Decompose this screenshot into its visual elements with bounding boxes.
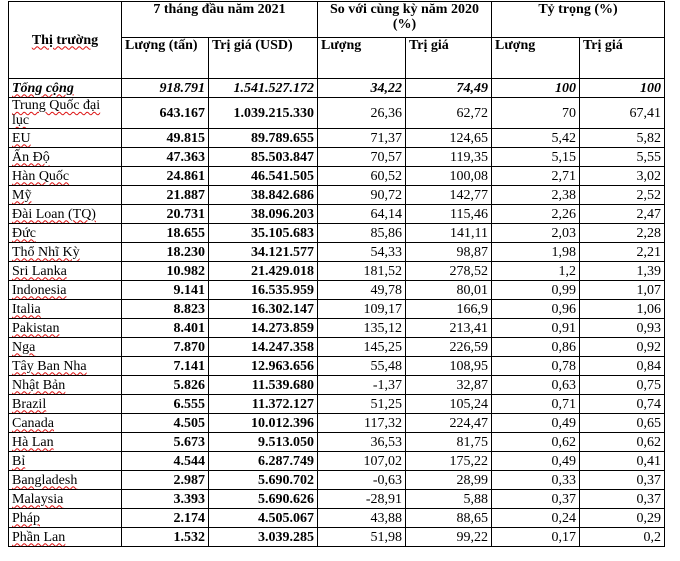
cell-val-change: 98,87 xyxy=(406,243,492,262)
cell-value: 34.121.577 xyxy=(209,243,318,262)
cell-val-share: 0,92 xyxy=(580,338,665,357)
cell-vol-share: 0,78 xyxy=(492,357,580,376)
cell-volume: 9.141 xyxy=(122,281,209,300)
table-row xyxy=(9,338,665,357)
cell-val-change: 213,41 xyxy=(406,319,492,338)
cell-market xyxy=(9,224,122,243)
market-name: Mỹ xyxy=(12,187,32,203)
cell-val-change: 100,08 xyxy=(406,167,492,186)
cell-vol-share: 0,24 xyxy=(492,509,580,528)
cell-vol-change: 107,02 xyxy=(318,452,406,471)
cell-vol-change: 64,14 xyxy=(318,205,406,224)
cell-value: 38.842.686 xyxy=(209,186,318,205)
header-row-1 xyxy=(9,2,665,38)
cell-vol-share: 0,33 xyxy=(492,471,580,490)
cell-volume: 3.393 xyxy=(122,490,209,509)
market-name: Nga xyxy=(12,339,36,355)
cell-val-change: 80,01 xyxy=(406,281,492,300)
cell-value: 5.690.702 xyxy=(209,471,318,490)
cell-market xyxy=(9,433,122,452)
cell-market xyxy=(9,300,122,319)
cell-vol-change: 135,12 xyxy=(318,319,406,338)
table-row xyxy=(9,471,665,490)
cell-value: 3.039.285 xyxy=(209,528,318,547)
cell-value: 14.273.859 xyxy=(209,319,318,338)
total-row xyxy=(9,79,665,98)
cell-val-change: 226,59 xyxy=(406,338,492,357)
cell-market xyxy=(9,471,122,490)
header-market-text: Thị trường xyxy=(31,32,99,48)
cell-volume: 47.363 xyxy=(122,148,209,167)
cell-vol-share: 0,86 xyxy=(492,338,580,357)
cell-vol-share: 0,96 xyxy=(492,300,580,319)
cell-market xyxy=(9,357,122,376)
market-name: Sri Lanka xyxy=(12,263,67,279)
cell-market xyxy=(9,186,122,205)
cell-market xyxy=(9,452,122,471)
cell-val-change: 5,88 xyxy=(406,490,492,509)
market-name: Trung Quốc đại lục xyxy=(12,98,101,128)
cell-vol-change: 60,52 xyxy=(318,167,406,186)
cell-vol-change: 117,32 xyxy=(318,414,406,433)
cell-volume: 5.826 xyxy=(122,376,209,395)
cell-volume: 2.987 xyxy=(122,471,209,490)
market-name: Phần Lan xyxy=(12,529,66,545)
cell-market xyxy=(9,338,122,357)
cell-val-share: 0,41 xyxy=(580,452,665,471)
table-row xyxy=(9,186,665,205)
table-row xyxy=(9,281,665,300)
cell-val-change: 108,95 xyxy=(406,357,492,376)
cell-value: 4.505.067 xyxy=(209,509,318,528)
cell-val-change: 142,77 xyxy=(406,186,492,205)
cell-market xyxy=(9,167,122,186)
table-row xyxy=(9,98,665,129)
cell-val-share: 5,82 xyxy=(580,129,665,148)
cell-val-share: 1,07 xyxy=(580,281,665,300)
table-row xyxy=(9,300,665,319)
cell-value: 21.429.018 xyxy=(209,262,318,281)
cell-val-change: 99,22 xyxy=(406,528,492,547)
cell-val-change: 62,72 xyxy=(406,98,492,129)
cell-vol-share: 2,71 xyxy=(492,167,580,186)
cell-vol-share: 0,49 xyxy=(492,452,580,471)
cell-vol-change: 145,25 xyxy=(318,338,406,357)
cell-vol-share: 0,71 xyxy=(492,395,580,414)
cell-market xyxy=(9,148,122,167)
cell-vol-share: 2,03 xyxy=(492,224,580,243)
table-row xyxy=(9,490,665,509)
table-row xyxy=(9,509,665,528)
total-value: 1.541.527.172 xyxy=(209,79,318,98)
cell-value: 16.535.959 xyxy=(209,281,318,300)
table-row xyxy=(9,433,665,452)
cell-val-share: 0,37 xyxy=(580,490,665,509)
cell-vol-change: 49,78 xyxy=(318,281,406,300)
cell-val-change: 278,52 xyxy=(406,262,492,281)
cell-value: 85.503.847 xyxy=(209,148,318,167)
table-row xyxy=(9,224,665,243)
table-row xyxy=(9,243,665,262)
cell-market xyxy=(9,395,122,414)
cell-val-change: 115,46 xyxy=(406,205,492,224)
cell-volume: 21.887 xyxy=(122,186,209,205)
cell-volume: 6.555 xyxy=(122,395,209,414)
market-name: Hàn Quốc xyxy=(12,168,70,184)
cell-vol-change: 85,86 xyxy=(318,224,406,243)
cell-value: 6.287.749 xyxy=(209,452,318,471)
header-period: 7 tháng đầu năm 2021 xyxy=(122,2,318,38)
cell-vol-change: 109,17 xyxy=(318,300,406,319)
cell-value: 10.012.396 xyxy=(209,414,318,433)
cell-vol-change: 51,25 xyxy=(318,395,406,414)
cell-vol-share: 5,42 xyxy=(492,129,580,148)
cell-value: 14.247.358 xyxy=(209,338,318,357)
cell-val-share: 0,62 xyxy=(580,433,665,452)
market-table xyxy=(8,1,665,547)
cell-volume: 8.401 xyxy=(122,319,209,338)
total-vol-change: 34,22 xyxy=(318,79,406,98)
cell-val-share: 0,2 xyxy=(580,528,665,547)
cell-val-change: 124,65 xyxy=(406,129,492,148)
header-volume-ton xyxy=(122,38,209,79)
table-row xyxy=(9,528,665,547)
cell-market xyxy=(9,414,122,433)
cell-value: 16.302.147 xyxy=(209,300,318,319)
header-val-share: Trị giá xyxy=(580,38,665,79)
market-name: Brazil xyxy=(12,396,47,412)
cell-val-share: 2,52 xyxy=(580,186,665,205)
cell-market xyxy=(9,281,122,300)
table-row xyxy=(9,395,665,414)
cell-market xyxy=(9,129,122,148)
total-vol-share: 100 xyxy=(492,79,580,98)
market-name: Malaysia xyxy=(12,491,64,507)
cell-volume: 24.861 xyxy=(122,167,209,186)
cell-volume: 18.655 xyxy=(122,224,209,243)
cell-value: 46.541.505 xyxy=(209,167,318,186)
cell-volume: 1.532 xyxy=(122,528,209,547)
header-vol-share: Lượng xyxy=(492,38,580,79)
cell-volume: 4.505 xyxy=(122,414,209,433)
cell-val-share: 2,47 xyxy=(580,205,665,224)
cell-market xyxy=(9,376,122,395)
cell-vol-change: -28,91 xyxy=(318,490,406,509)
cell-value: 9.513.050 xyxy=(209,433,318,452)
cell-val-change: 175,22 xyxy=(406,452,492,471)
cell-value: 12.963.656 xyxy=(209,357,318,376)
cell-value: 11.539.680 xyxy=(209,376,318,395)
cell-market xyxy=(9,98,122,129)
cell-val-change: 88,65 xyxy=(406,509,492,528)
cell-val-change: 32,87 xyxy=(406,376,492,395)
cell-market xyxy=(9,243,122,262)
cell-volume: 10.982 xyxy=(122,262,209,281)
cell-val-share: 0,84 xyxy=(580,357,665,376)
cell-vol-change: 43,88 xyxy=(318,509,406,528)
header-volume-ton-text: Lượng (tấn) xyxy=(125,38,198,53)
document-page xyxy=(8,1,665,547)
cell-vol-share: 1,98 xyxy=(492,243,580,262)
total-val-share: 100 xyxy=(580,79,665,98)
market-name: EU xyxy=(12,130,31,146)
market-name: Nhật Bản xyxy=(12,377,66,393)
table-row xyxy=(9,148,665,167)
total-label-text: Tổng cộng xyxy=(12,80,74,96)
table-row xyxy=(9,414,665,433)
cell-val-share: 0,29 xyxy=(580,509,665,528)
table-row xyxy=(9,357,665,376)
cell-vol-share: 0,49 xyxy=(492,414,580,433)
cell-val-change: 119,35 xyxy=(406,148,492,167)
total-val-change: 74,49 xyxy=(406,79,492,98)
cell-val-share: 2,21 xyxy=(580,243,665,262)
cell-vol-share: 2,26 xyxy=(492,205,580,224)
cell-volume: 2.174 xyxy=(122,509,209,528)
cell-val-change: 141,11 xyxy=(406,224,492,243)
header-compare: So với cùng kỳ năm 2020 (%) xyxy=(318,2,492,38)
cell-vol-change: 90,72 xyxy=(318,186,406,205)
cell-val-change: 224,47 xyxy=(406,414,492,433)
cell-volume: 8.823 xyxy=(122,300,209,319)
cell-vol-share: 0,63 xyxy=(492,376,580,395)
header-value-usd-text: Trị giá (USD) xyxy=(212,38,293,53)
market-name: Đài Loan (TQ) xyxy=(12,206,96,222)
cell-volume: 7.870 xyxy=(122,338,209,357)
cell-market xyxy=(9,262,122,281)
cell-val-share: 1,39 xyxy=(580,262,665,281)
cell-vol-share: 0,62 xyxy=(492,433,580,452)
table-row xyxy=(9,452,665,471)
cell-volume: 20.731 xyxy=(122,205,209,224)
cell-val-share: 0,74 xyxy=(580,395,665,414)
cell-vol-change: -1,37 xyxy=(318,376,406,395)
cell-market xyxy=(9,319,122,338)
cell-vol-share: 0,17 xyxy=(492,528,580,547)
cell-vol-share: 0,99 xyxy=(492,281,580,300)
total-label xyxy=(9,79,122,98)
cell-value: 38.096.203 xyxy=(209,205,318,224)
cell-val-share: 0,93 xyxy=(580,319,665,338)
cell-volume: 5.673 xyxy=(122,433,209,452)
cell-val-share: 1,06 xyxy=(580,300,665,319)
header-market xyxy=(9,2,122,79)
cell-market xyxy=(9,528,122,547)
market-name: Pháp xyxy=(12,510,40,526)
cell-market xyxy=(9,509,122,528)
cell-vol-change: -0,63 xyxy=(318,471,406,490)
table-row xyxy=(9,262,665,281)
market-name: Bangladesh xyxy=(12,472,78,488)
cell-val-share: 3,02 xyxy=(580,167,665,186)
market-name: Indonesia xyxy=(12,282,67,298)
cell-value: 5.690.626 xyxy=(209,490,318,509)
market-name: Bỉ xyxy=(12,453,26,469)
table-row xyxy=(9,205,665,224)
cell-value: 89.789.655 xyxy=(209,129,318,148)
market-name: Hà Lan xyxy=(12,434,54,450)
market-name: Canada xyxy=(12,415,54,431)
table-row xyxy=(9,319,665,338)
cell-vol-share: 0,37 xyxy=(492,490,580,509)
cell-market xyxy=(9,205,122,224)
cell-value: 11.372.127 xyxy=(209,395,318,414)
cell-val-share: 0,75 xyxy=(580,376,665,395)
total-volume: 918.791 xyxy=(122,79,209,98)
cell-vol-share: 70 xyxy=(492,98,580,129)
table-row xyxy=(9,167,665,186)
header-share: Tỷ trọng (%) xyxy=(492,2,665,38)
header-val-change: Trị giá xyxy=(406,38,492,79)
cell-market xyxy=(9,490,122,509)
cell-vol-change: 51,98 xyxy=(318,528,406,547)
cell-val-change: 28,99 xyxy=(406,471,492,490)
cell-vol-change: 36,53 xyxy=(318,433,406,452)
cell-vol-change: 71,37 xyxy=(318,129,406,148)
cell-vol-change: 54,33 xyxy=(318,243,406,262)
market-name: Italia xyxy=(12,301,41,317)
cell-val-share: 2,28 xyxy=(580,224,665,243)
market-name: Đức xyxy=(12,225,36,241)
cell-val-share: 67,41 xyxy=(580,98,665,129)
cell-vol-share: 1,2 xyxy=(492,262,580,281)
cell-vol-share: 0,91 xyxy=(492,319,580,338)
market-name: Ấn Độ xyxy=(12,149,50,165)
table-row xyxy=(9,129,665,148)
cell-vol-change: 26,36 xyxy=(318,98,406,129)
cell-volume: 4.544 xyxy=(122,452,209,471)
cell-val-share: 5,55 xyxy=(580,148,665,167)
cell-volume: 643.167 xyxy=(122,98,209,129)
market-name: Thổ Nhĩ Kỳ xyxy=(12,244,80,260)
cell-volume: 7.141 xyxy=(122,357,209,376)
cell-value: 35.105.683 xyxy=(209,224,318,243)
cell-val-share: 0,37 xyxy=(580,471,665,490)
cell-val-share: 0,65 xyxy=(580,414,665,433)
cell-vol-share: 2,38 xyxy=(492,186,580,205)
cell-vol-change: 55,48 xyxy=(318,357,406,376)
cell-value: 1.039.215.330 xyxy=(209,98,318,129)
cell-val-change: 166,9 xyxy=(406,300,492,319)
cell-val-change: 105,24 xyxy=(406,395,492,414)
cell-vol-change: 181,52 xyxy=(318,262,406,281)
header-vol-change: Lượng xyxy=(318,38,406,79)
cell-volume: 18.230 xyxy=(122,243,209,262)
market-name: Pakistan xyxy=(12,320,60,336)
cell-val-change: 81,75 xyxy=(406,433,492,452)
header-value-usd xyxy=(209,38,318,79)
cell-vol-share: 5,15 xyxy=(492,148,580,167)
cell-vol-change: 70,57 xyxy=(318,148,406,167)
market-name: Tây Ban Nha xyxy=(12,358,87,374)
cell-volume: 49.815 xyxy=(122,129,209,148)
table-row xyxy=(9,376,665,395)
